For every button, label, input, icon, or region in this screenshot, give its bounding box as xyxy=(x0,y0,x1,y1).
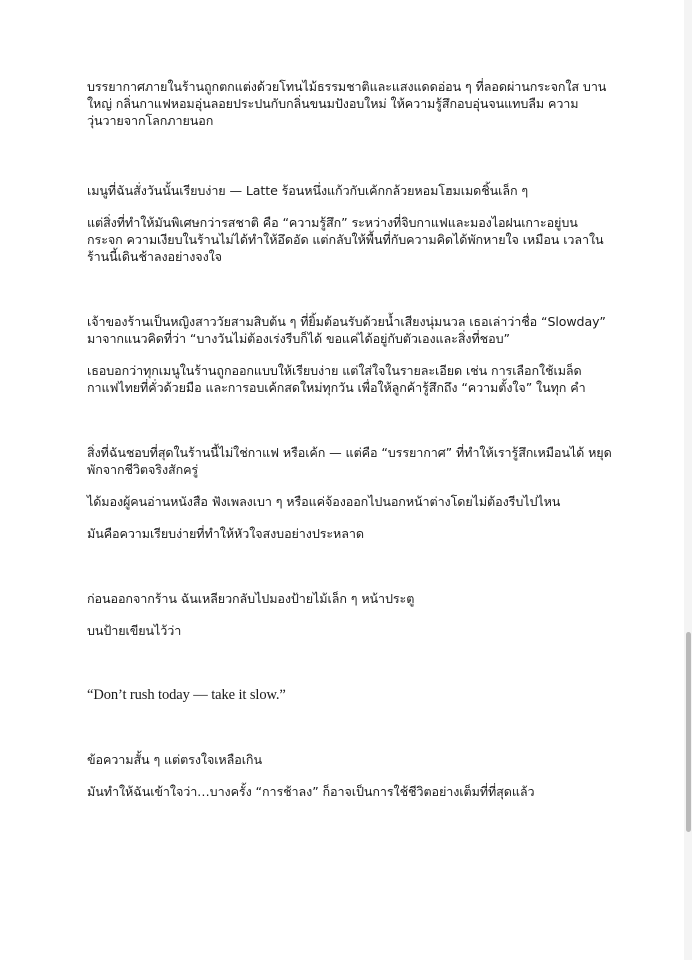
scrollbar-thumb[interactable] xyxy=(686,632,691,832)
paragraph-menu-order: เมนูที่ฉันสั่งวันนั้นเรียบง่าย — Latte ร้อนหนึ่งแก้วกับเค้กกล้วยหอมโฮมเมดชิ้นเล็ก ๆ xyxy=(87,183,529,198)
paragraph-leaving: ก่อนออกจากร้าน ฉันเหลียวกลับไปมองป้ายไม้เล็ก ๆ หน้าประตู xyxy=(87,591,415,606)
paragraph-feeling: แต่สิ่งที่ทำให้มันพิเศษกว่ารสชาติ คือ “ความรู้สึก” ระหว่างที่จิบกาแฟและมองไอฝนเกาะอยู่บน กระจก ความเงียบในร้านไม่ได้ทำให้อึดอัด แต่กลับให้พื้นที่กับความคิดได้พักหายใจ เหมือน เวลาในร้านนี้เดินช้าลงอย่างจงใจ xyxy=(87,215,604,264)
article-body xyxy=(87,78,612,800)
paragraph-people-watching: ได้มองผู้คนอ่านหนังสือ ฟังเพลงเบา ๆ หรือแค่จ้องออกไปนอกหน้าต่างโดยไม่ต้องรีบไปไหน xyxy=(87,494,561,509)
paragraph-conclusion: มันทำให้ฉันเข้าใจว่า…บางครั้ง “การช้าลง” ก็อาจเป็นการใช้ชีวิตอย่างเต็มที่ที่สุดแล้ว xyxy=(87,784,535,799)
paragraph-sign-intro: บนป้ายเขียนไว้ว่า xyxy=(87,623,182,638)
paragraph-menu-design: เธอบอกว่าทุกเมนูในร้านถูกออกแบบให้เรียบง่าย แต่ใส่ใจในรายละเอียด เช่น การเลือกใช้เมล็ด กาแฟไทยที่คั่วด้วยมือ และการอบเค้กสดใหม่ทุกวัน เพื่อให้ลูกค้ารู้สึกถึง “ความตั้งใจ” ในทุก คำ xyxy=(87,363,586,395)
paragraph-owner: เจ้าของร้านเป็นหญิงสาววัยสามสิบต้น ๆ ที่ยิ้มต้อนรับด้วยน้ำเสียงนุ่มนวล เธอเล่าว่าชื่อ “Slowday” มาจากแนวคิดที่ว่า “บางวันไม่ต้องเร่งรีบก็ได้ ขอแค่ได้อยู่กับตัวเองและสิ่งที่ชอบ” xyxy=(87,314,606,346)
paragraph-short-message: ข้อความสั้น ๆ แต่ตรงใจเหลือเกิน xyxy=(87,752,262,767)
paragraph-simplicity: มันคือความเรียบง่ายที่ทำให้หัวใจสงบอย่างประหลาด xyxy=(87,526,364,541)
paragraph-favorite: สิ่งที่ฉันชอบที่สุดในร้านนี้ไม่ใช่กาแฟ หรือเค้ก — แต่คือ “บรรยากาศ” ที่ทำให้เรารู้สึกเหมือนได้ หยุดพักจากชีวิตจริงสักครู่ xyxy=(87,445,612,477)
vertical-scrollbar[interactable] xyxy=(684,0,692,960)
paragraph-atmosphere: บรรยากาศภายในร้านถูกตกแต่งด้วยโทนไม้ธรรมชาติและแสงแดดอ่อน ๆ ที่ลอดผ่านกระจกใส บานใหญ่ กลิ่นกาแฟหอมอุ่นลอยประปนกับกลิ่นขนมปังอบใหม่ ให้ความรู้สึกอบอุ่นจนแทบลืม ความวุ่นวายจากโลกภายนอก xyxy=(87,79,607,128)
sign-quote: “Don’t rush today — take it slow.” xyxy=(87,687,286,703)
